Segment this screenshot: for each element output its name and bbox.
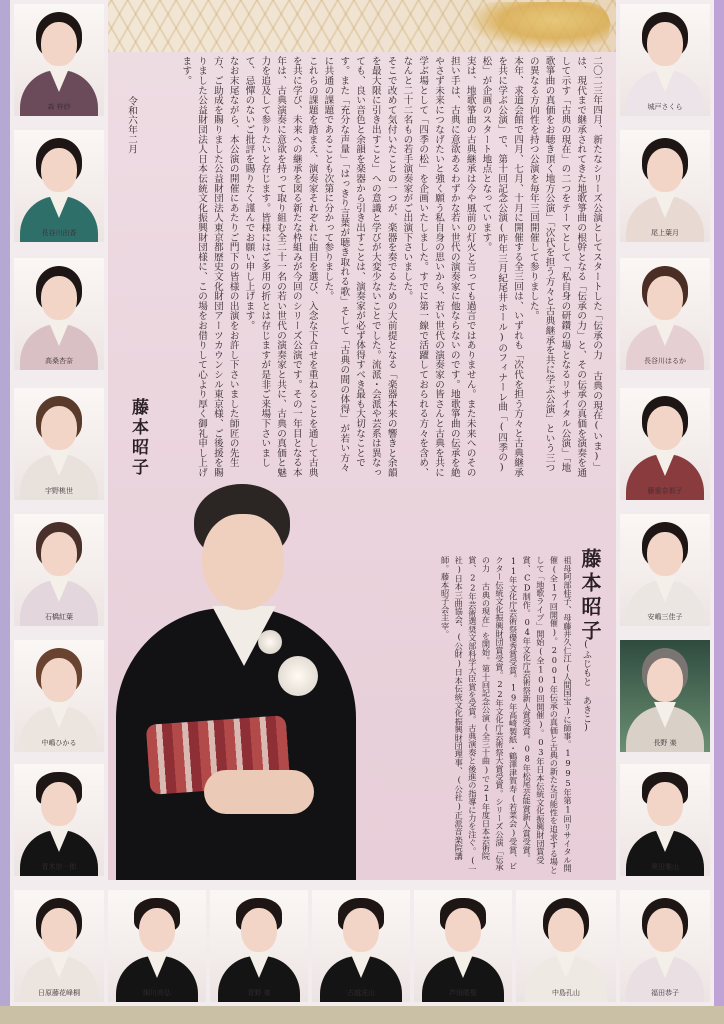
- performer-portrait: [14, 130, 104, 242]
- bio-name: 藤本昭子: [578, 548, 602, 644]
- bio-text: 祖母阿部桂子、母藤井久仁江(人間国宝)に師事。1995年第1回リサイタル開催(全17回開催)。2001年伝承の真価と古典の新たな可能性を追求する場として「地歌ライブ」開始(全100回開催)。03年日本伝統文化振興財団賞受賞、CD制作。04年文化庁芸術祭新人賞受賞。08年松尾芸能賞新人賞受賞。11年文化庁芸術祭優秀賞受賞。19年高崎製紙・鶴澤津賀寿(若菜会)受賞、ビクター伝統文化振興財団賞受賞。22年文化庁芸術祭大賞受賞。シリーズ公演「伝承の力 古典の現在」を開始。第十回記念公演(全三十曲)で21年度日本芸術院賞、22年芸術選奨文部科学大臣賞を受賞。古典演奏と後進の指導に力を注ぐ。(一社)日本三曲協会、(公財)日本伝統文化振興財団理事、(公社)正派音楽院講師。藤本昭子会主宰。: [440, 556, 573, 874]
- performer-portrait: [620, 890, 710, 1002]
- left-decorative-stripe: [0, 0, 10, 1024]
- performer-portrait: [108, 890, 206, 1002]
- main-performer-photo: [108, 480, 360, 880]
- performer-name: 安嶋三佳子: [647, 613, 683, 621]
- performer-name: 宇野桃世: [45, 487, 73, 495]
- performer-portrait: [14, 890, 104, 1002]
- performer-portrait: [210, 890, 308, 1002]
- essay-paragraph: そこで改めて気付いたことの一つが、楽器を奏でるための大前提となる「楽器本来の響きと余韻を最大限に引き出すこと」への意識と学びが大変少ないことでした。流派・会派や芸系は異なっても、良い音色と余韻を楽器から引き出すことは、演奏家が必ず体得すべき最も大切なことです。また「充分な声量」「はっきり言葉が聴き取れる歌」そして「古典の間の体得」が若い方々に共通の課題であることも次第に分かって参りました。: [322, 56, 397, 478]
- performer-portrait: [620, 640, 710, 752]
- essay-paragraph: 本年、求道会館で四月、七月、十月に開催する全三回は、いずれも「次代を担う方々と古典継承を共に学ぶ公演」で、第十回記念公演(昨年三月紀尾井ホール)のフィナーレ曲「(四季の)松」が企画のスタート地点となっています。: [480, 56, 524, 478]
- essay-paragraph: 実は、地歌箏曲の古典継承は今や風前の灯火と言っても過言ではありません。また未来へのその担い手は、古典に意欲あるわずかな若い世代の演奏家に他ならないのです。地歌箏曲の伝承を絶やさず未来につなげたいと強く願う私自身の思いから、若い世代の演奏家の皆さんと古典を共に学ぶ場として「四季の松」を企画いたしました。すでに第一線で活躍しておられる方々を含め、なんと二十二名もの若手演奏家がご出演下さいました。: [401, 56, 476, 478]
- performer-name: 石橋紅葉: [45, 613, 73, 621]
- performer-portrait: [14, 764, 104, 876]
- performer-name: 中島孔山: [552, 989, 580, 997]
- performer-name: 古越洗山: [347, 989, 375, 997]
- performer-name: 奥田雅山: [651, 863, 679, 871]
- performer-name: 城戸さくら: [647, 103, 683, 111]
- performer-name: 芦垣皓聖: [449, 989, 477, 997]
- performer-name: 細川亮弘: [143, 989, 171, 997]
- essay-signature: 藤本昭子: [128, 398, 148, 478]
- performer-portrait: [14, 640, 104, 752]
- performer-portrait: [620, 130, 710, 242]
- performer-name: 長谷川はるか: [644, 357, 686, 365]
- performer-name: 森 梓紗: [47, 103, 71, 111]
- essay-paragraph: これらの課題を踏まえ、演奏家それぞれに曲目を選び、入念な下合せを重ねることを通して古典を共に学び、未来への継承を図る新たな枠組みが今回のシリーズ公演です。その一年目となる本年は、古典演奏に意欲を持って取り組む全二十一名の若い世代の演奏家と共に、古典の真価と魅力を追及して参りたいと存じます。皆様にはご多用の折とは存じますが是非ご来場下さいまして、忌憚のないご批評を賜りたく謹んでお願い申し上げます。: [243, 56, 318, 478]
- performer-name: 青野 楽: [247, 989, 271, 997]
- performer-portrait: [14, 388, 104, 500]
- performer-portrait: [620, 388, 710, 500]
- bio-reading: (ふじもと あきこ): [581, 640, 591, 733]
- performer-name: 日原藤花峰桐: [38, 989, 80, 997]
- performer-portrait: [14, 258, 104, 370]
- performer-name: 高桑杏奈: [45, 357, 73, 365]
- performer-name: 藤重奈那子: [647, 487, 683, 495]
- performer-name: 青木崇一郎: [41, 863, 77, 871]
- performer-portrait: [14, 514, 104, 626]
- essay-paragraph: 二〇二三年四月、新たなシリーズ公演としてスタートした「伝承の力 古典の現在(いま)」は、現代まで継承されてきた地歌箏曲の根幹となる「伝承の力」と、その伝承の真価を演奏を通して示す「古典の現在」の二つをテーマとして「私自身の研鑽の場となるリサイタル公演」「地歌箏曲の真価をお聴き頂く地方公演」「次代を担う方々と古典継承を共に学ぶ公演」という三つの異なる方向性を持つ公演を毎年三回開催して参りました。: [527, 56, 602, 478]
- performer-portrait: [620, 764, 710, 876]
- performer-portrait: [312, 890, 410, 1002]
- greeting-essay: [118, 56, 604, 480]
- performer-name: 福田恭子: [651, 989, 679, 997]
- performer-portrait: [516, 890, 616, 1002]
- essay-paragraph: なお末尾ながら、本公演の開催にあたりご門下の皆様の出演をお許し下さいました師匠の先生方、ご助成を賜りました公益財団法人東京都歴史文化財団アーツカウンシル東京様、ご後援を賜りました公益財団法人日本伝統文化振興財団様に、この場をお借りして心より厚く御礼申し上げます。: [180, 56, 239, 478]
- right-decorative-stripe: [714, 0, 724, 1024]
- essay-date: 令和六年二月: [126, 96, 137, 154]
- bottom-decorative-band: [0, 1006, 724, 1024]
- performer-portrait: [14, 4, 104, 116]
- gold-cloud-ornament: [470, 2, 610, 48]
- performer-name: 長野 楽: [653, 739, 677, 747]
- performer-name: 長谷川由香: [41, 229, 77, 237]
- performer-portrait: [620, 514, 710, 626]
- performer-name: 尾上葉月: [651, 229, 679, 237]
- performer-portrait: [620, 258, 710, 370]
- performer-portrait: [620, 4, 710, 116]
- performer-name: 中嶋ひかる: [41, 739, 77, 747]
- performer-portrait: [414, 890, 512, 1002]
